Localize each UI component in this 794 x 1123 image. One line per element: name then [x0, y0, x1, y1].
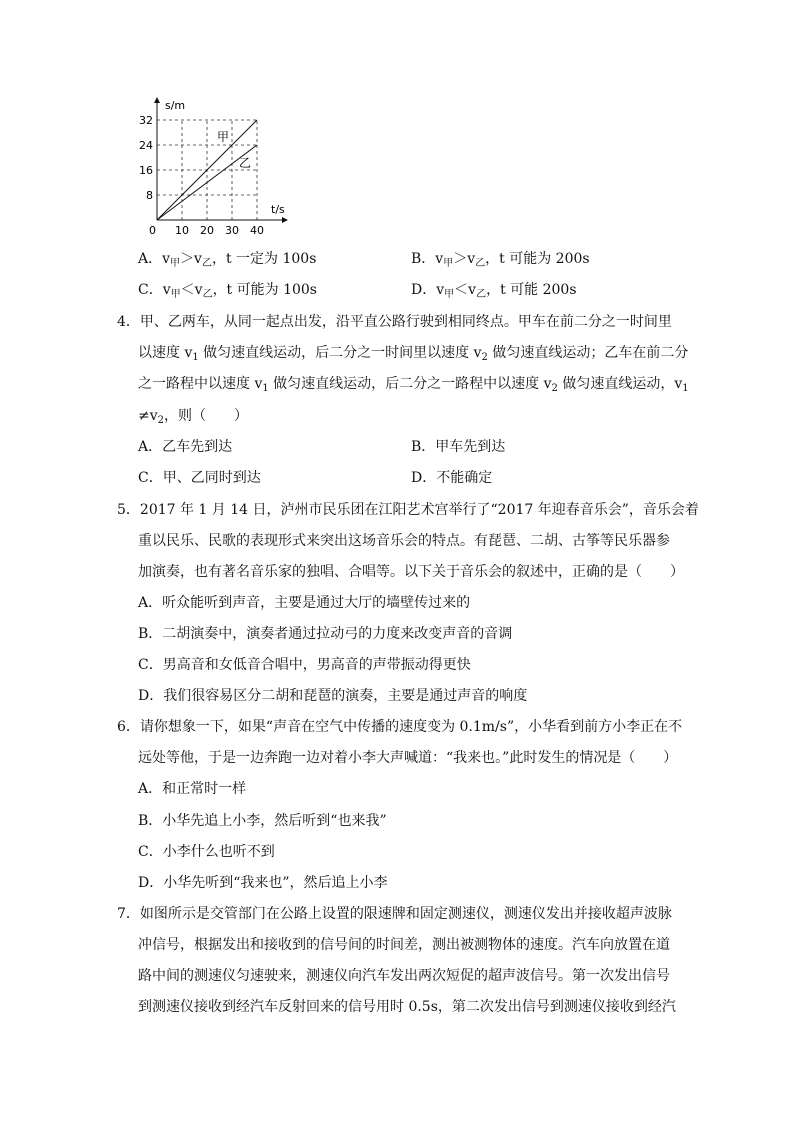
q4-stem-line-2: 以速度 $v_1$ 做匀速直线运动，后二分之一时间里以速度 $v_2$ 做匀速直线运动；乙车在前二分: [138, 345, 689, 363]
q5-stem-line-3: 加演奏，也有著名音乐家的独唱、合唱等。以下关于音乐会的叙述中，正确的是（ ）: [138, 564, 684, 580]
q4-stem-line-4: $\ne v_2$，则（ ）: [138, 408, 249, 426]
velocity-symbol: v: [467, 251, 476, 267]
option-letter: C．: [138, 282, 163, 298]
velocity-symbol: v: [194, 251, 202, 267]
q6-stem-line-2: 远处等他，于是一边奔跑一边对着小李大声喊道：“我来也。”此时发生的情况是（ ）: [138, 750, 678, 766]
subscript: 乙: [475, 258, 486, 269]
q3-option-c[interactable]: [138, 280, 317, 300]
velocity-symbol: v: [435, 251, 444, 267]
velocity-symbol: v: [436, 282, 445, 298]
x-tick-label: 10: [175, 224, 189, 237]
y-axis-label: s/m: [165, 99, 186, 112]
q4-option-c[interactable]: C．甲、乙同时到达: [138, 470, 261, 486]
q6-option-a[interactable]: A．和正常时一样: [138, 781, 247, 797]
q3-option-b[interactable]: [411, 249, 590, 269]
q5-stem-line-1: 5．2017 年 1 月 14 日，泸州市民乐团在江阳艺术宫举行了“2017 年迎春音乐会”，音乐会着: [117, 502, 699, 518]
option-letter: B．: [411, 251, 436, 267]
operator: ＞: [453, 251, 468, 267]
y-tick-label: 24: [139, 139, 153, 152]
q6-option-d[interactable]: D．小华先听到“我来也”，然后追上小李: [138, 875, 388, 891]
y-tick-label: 32: [139, 114, 153, 127]
q6-stem-line-1: 6．请你想象一下，如果“声音在空气中传播的速度变为 0.1m/s”，小华看到前方小李正在不: [117, 719, 683, 735]
q4-option-d[interactable]: D．不能确定: [411, 470, 493, 486]
subscript: 乙: [476, 289, 487, 300]
y-tick-label: 16: [139, 164, 153, 177]
operator: ＜: [454, 282, 469, 298]
x-tick-label: 40: [250, 224, 264, 237]
x-tick-label: 20: [200, 224, 214, 237]
option-text: ，t 一定为 100s: [211, 251, 317, 267]
subscript: 甲: [170, 258, 181, 269]
subscript: 甲: [444, 289, 455, 300]
velocity-symbol: v: [468, 282, 477, 298]
q5-option-a[interactable]: A．听众能听到声音，主要是通过大厅的墙壁传过来的: [138, 595, 471, 611]
q4-stem-line-1: 4．甲、乙两车，从同一起点出发，沿平直公路行驶到相同终点。甲车在前二分之一时间里: [117, 314, 672, 330]
q7-stem-line-3: 路中间的测速仪匀速驶来，测速仪向汽车发出两次短促的超声波信号。第一次发出信号: [138, 968, 670, 984]
x-tick-label: 30: [225, 224, 239, 237]
subscript: 乙: [201, 258, 212, 269]
q6-option-b[interactable]: B．小华先追上小李，然后听到“也来我”: [138, 813, 387, 829]
velocity-symbol: v: [162, 282, 171, 298]
subscript: 甲: [170, 289, 181, 300]
option-text: ，t 可能 200s: [486, 282, 577, 298]
option-letter: A．: [138, 251, 163, 267]
x-axis-label: t/s: [271, 203, 285, 216]
option-text: ，t 可能为 200s: [485, 251, 590, 267]
q4-option-b[interactable]: B．甲车先到达: [411, 439, 506, 455]
q6-option-c[interactable]: C．小李什么也听不到: [138, 844, 275, 860]
q4-option-a[interactable]: A．乙车先到达: [138, 439, 233, 455]
operator: ＞: [180, 251, 195, 267]
q7-stem-line-4: 到测速仪接收到经汽车反射回来的信号用时 0.5s，第二次发出信号到测速仪接收到经汽: [138, 999, 676, 1015]
origin-label: 0: [149, 224, 156, 237]
q3-option-a[interactable]: [138, 249, 316, 269]
operator: ＜: [180, 282, 195, 298]
option-text: ，t 可能为 100s: [212, 282, 317, 298]
q5-option-c[interactable]: C．男高音和女低音合唱中，男高音的声带振动得更快: [138, 657, 471, 673]
q5-option-d[interactable]: D．我们很容易区分二胡和琵琶的演奏，主要是通过声音的响度: [138, 688, 528, 704]
q5-option-b[interactable]: B．二胡演奏中，演奏者通过拉动弓的力度来改变声音的音调: [138, 626, 513, 642]
q3-option-d[interactable]: [411, 280, 577, 300]
velocity-symbol: v: [162, 251, 171, 267]
series-label-yi: 乙: [239, 156, 252, 170]
s-t-graph: [135, 95, 295, 240]
subscript: 乙: [202, 289, 213, 300]
subscript: 甲: [443, 258, 454, 269]
option-letter: D．: [411, 282, 437, 298]
velocity-symbol: v: [194, 282, 203, 298]
q7-stem-line-1: 7．如图所示是交管部门在公路上设置的限速牌和固定测速仪，测速仪发出并接收超声波脉: [117, 906, 672, 922]
q4-stem-line-3: 之一路程中以速度 $v_1$ 做匀速直线运动，后二分之一路程中以速度 $v_2$ 做匀速直线运动，$v_1$: [138, 376, 689, 394]
series-label-jia: 甲: [217, 130, 230, 144]
y-tick-label: 8: [146, 189, 153, 202]
q7-stem-line-2: 冲信号，根据发出和接收到的信号间的时间差，测出被测物体的速度。汽车向放置在道: [138, 937, 670, 953]
q5-stem-line-2: 重以民乐、民歌的表现形式来突出这场音乐会的特点。有琵琶、二胡、古筝等民乐器参: [138, 533, 670, 549]
